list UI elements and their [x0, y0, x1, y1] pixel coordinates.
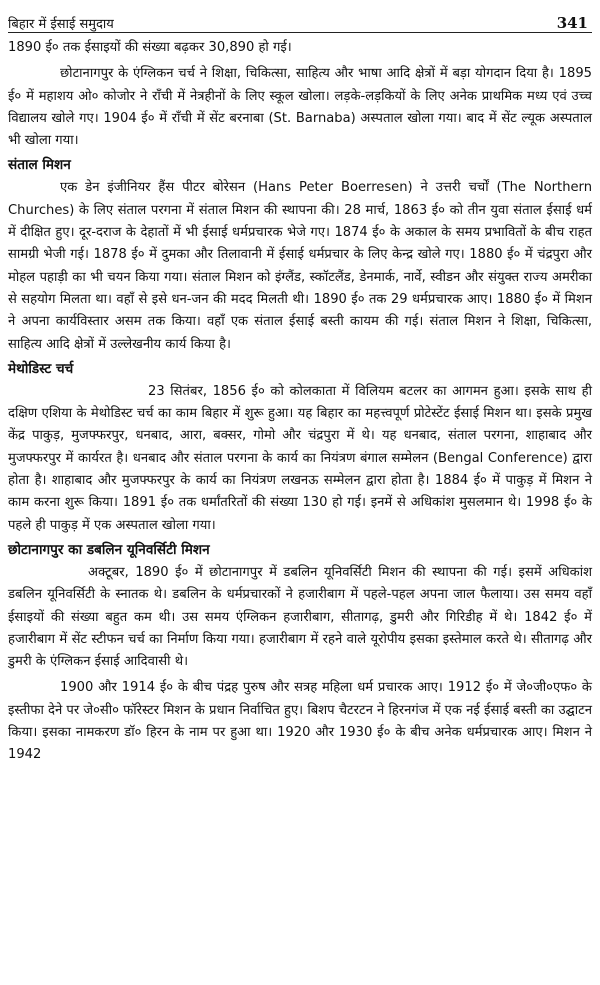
- section-heading-methodist-church: मेथोडिस्ट चर्च: [8, 360, 74, 377]
- paragraph-1: 1890 ई० तक ईसाइयों की संख्या बढ़कर 30,890 हो गई।: [8, 40, 292, 55]
- book-page: [8, 6, 592, 767]
- paragraph-5: अक्टूबर, 1890 ई० में छोटानागपुर में डबलिन यूनिवर्सिटी मिशन की स्थापना की गई। इसमें अधिकांश डबलिन यूनिवर्सिटी के स्नातक थे। डबलिन के धर्मप्रचारकों ने हजारीबाग में पहले-पहल अपना जाल फैलाया। उस समय वहाँ ईसाइयों की संख्या बहुत कम थी। उस समय एंग्लिकन हजारीबाग, सीतागढ़, डुमरी और गिरिडीह में थे। 1842 ई० में हजारीबाग में सेंट स्टीफन चर्च का निर्माण किया गया। हजारीबाग में रहने वाले यूरोपीय इसका इस्तेमाल करते थे। सीतागढ़ और डुमरी के एंग्लिकन ईसाई आदिवासी थे।: [8, 564, 592, 670]
- chapter-title: बिहार में ईसाई समुदाय: [8, 17, 114, 32]
- paragraph-2: छोटानागपुर के एंग्लिकन चर्च ने शिक्षा, चिकित्सा, साहित्य और भाषा आदि क्षेत्रों में बड़ा योगदान दिया है। 1895 ई० में महाशय ओ० कोजोर ने राँची में नेत्रहीनों के लिए स्कूल खोला। लड़के-लड़कियों के लिए अनेक प्राथमिक मध्य एवं उच्च विद्यालय खोले गए। 1904 ई० में राँची में सेंट बरनाबा (St. Barnaba) अस्पताल खोला गया। बाद में सेंट ल्यूक अस्पताल भी खोला गया।: [8, 66, 592, 149]
- paragraph-3: एक डेन इंजीनियर हैंस पीटर बोरेसन (Hans Peter Boerresen) ने उत्तरी चर्चों (The Northern Churches) के लिए संताल परगना में संताल मिशन की स्थापना की। 28 मार्च, 1863 ई० को तीन युवा संताल ईसाई धर्म में दीक्षित हुए। दूर-दराज के देहातों में भी ईसाई धर्मप्रचारक भेजे गए। 1874 ई० के अकाल के समय प्रभावितों के बीच राहत सामग्री भेजी गई। 1878 ई० में दुमका और तिलावानी में ईसाई धर्मप्रचार के लिए केन्द्र खोले गए। 1880 ई० में चंद्रपुरा और मोहल पहाड़ी का भी चयन किया गया। संताल मिशन को इंग्लैंड, स्कॉटलैंड, डेनमार्क, नार्वे, स्वीडन और संयुक्त राज्य अमरीका से सहयोग मिलता था। वहाँ से इसे धन-जन की मदद मिलती थी। 1890 ई० तक 29 धर्मप्रचारक आए। 1880 ई० में मिशन ने अपना कार्यविस्तार असम तक किया। वहाँ एक संताल ईसाई बस्ती कायम की गई। संताल मिशन ने शिक्षा, चिकित्सा, साहित्य आदि क्षेत्रों में उल्लेखनीय कार्य किया है।: [8, 180, 592, 352]
- paragraph-4: 23 सितंबर, 1856 ई० को कोलकाता में विलियम बटलर का आगमन हुआ। इसके साथ ही दक्षिण एशिया के मेथोडिस्ट चर्च का काम बिहार में शुरू हुआ। यह बिहार का महत्त्वपूर्ण प्रोटेस्टेंट ईसाई मिशन था। इसके प्रमुख केंद्र पाकुड़, मुजफ्फरपुर, धनबाद, आरा, बक्सर, गोमो और चंद्रपुरा में थे। यह धनबाद, संताल परगना, शाहाबाद और मुजफ्फरपुर में कार्यरत है। धनबाद और संताल परगना के कार्य का नियंत्रण बंगाल सम्मेलन (Bengal Conference) द्वारा होता है। शाहाबाद और मुजफ्फरपुर के कार्य का नियंत्रण लखनऊ सम्मेलन द्वारा होता है। 1884 ई० में पाकुड़ में मिशन ने काम करना शुरू किया। 1891 ई० तक धर्मांतरितों की संख्या 130 हो गई। इनमें से अधिकांश मुसलमान थे। 1998 ई० के पहले ही पाकुड़ में एक अस्पताल खोला गया।: [8, 383, 592, 533]
- section-heading-santal-mission: संताल मिशन: [8, 157, 71, 174]
- page-number: 341: [556, 14, 588, 32]
- paragraph-6: 1900 और 1914 ई० के बीच पंद्रह पुरुष और सत्रह महिला धर्म प्रचारक आए। 1912 ई० में जे०जी०एफ० के इस्तीफा देने पर जे०सी० फॉरेस्टर मिशन के प्रधान निर्वाचित हुए। बिशप चैटरटन ने हिरनगंज में एक नई ईसाई बस्ती का उद्घाटन किया। इसका नामकरण डॉ० हिरन के नाम पर हुआ था। 1920 और 1930 ई० के बीच अनेक धर्मप्रचारक आए। मिशन ने 1942: [8, 680, 592, 763]
- running-header: [8, 6, 592, 33]
- section-heading-dublin-university-mission: छोटानागपुर का डबलिन यूनिवर्सिटी मिशन: [8, 541, 210, 558]
